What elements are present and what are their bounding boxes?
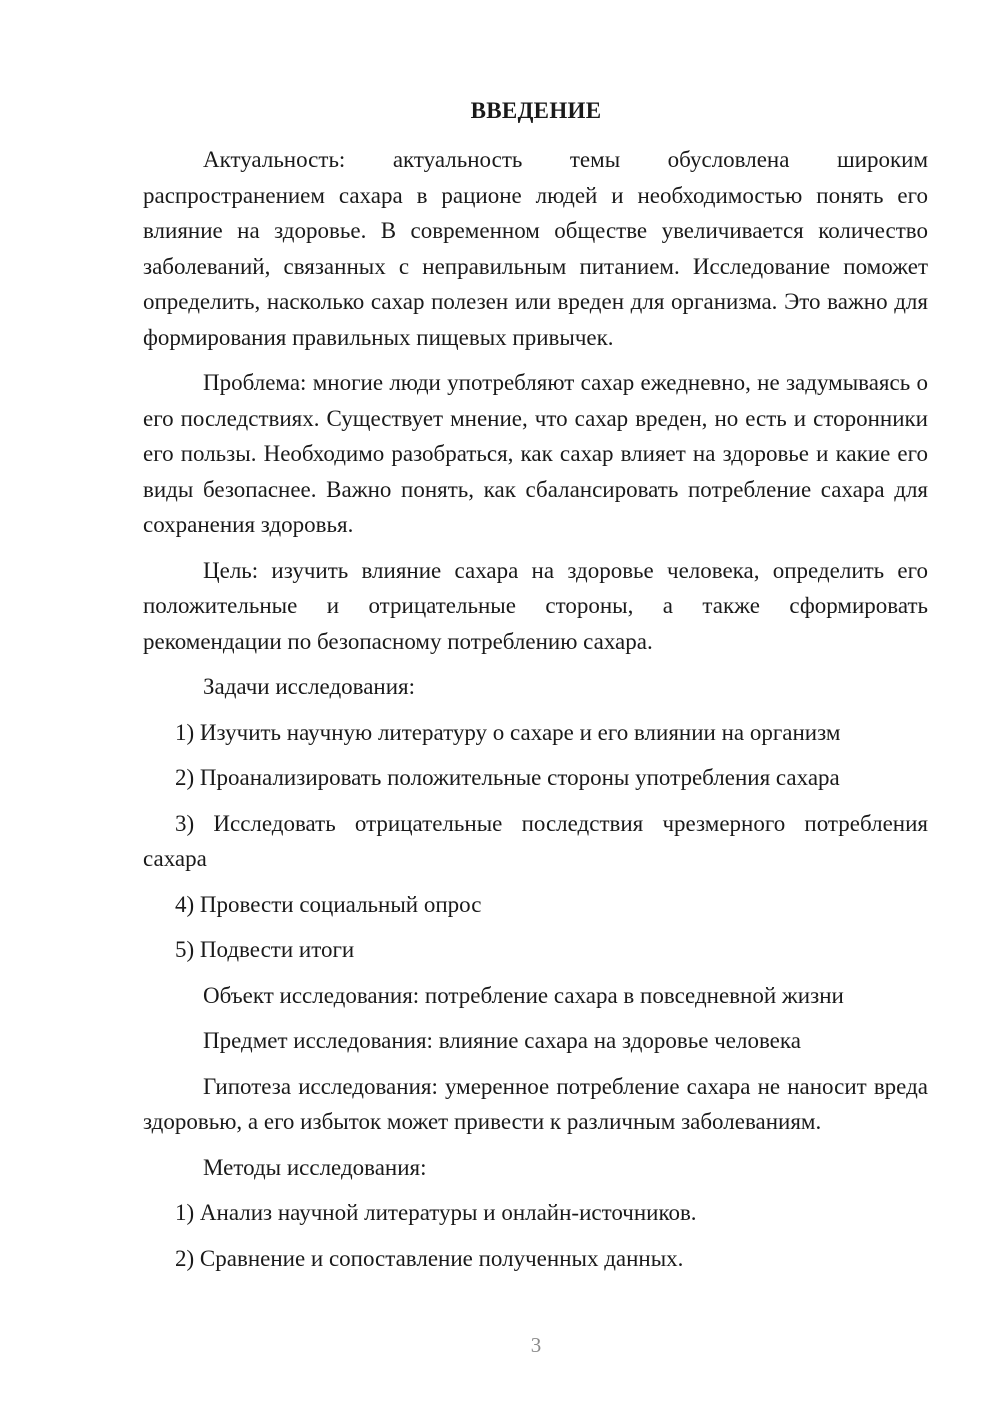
task-item-3: 3) Исследовать отрицательные последствия чрезмерного потребления сахара bbox=[143, 810, 928, 871]
task-item-1: 1) Изучить научную литературу о сахаре и его влиянии на организм bbox=[175, 719, 841, 745]
goal-paragraph: Цель: изучить влияние сахара на здоровье человека, определить его положительные и отрицательные стороны, а также сформировать рекомендации по безопасному потреблению сахара. bbox=[143, 557, 928, 654]
hypothesis-paragraph: Гипотеза исследования: умеренное потребление сахара не наносит вреда здоровью, а его избыток может привести к различным заболеваниям. bbox=[143, 1073, 928, 1134]
subject-paragraph: Предмет исследования: влияние сахара на здоровье человека bbox=[203, 1028, 801, 1053]
method-item-2: 2) Сравнение и сопоставление полученных данных. bbox=[175, 1245, 684, 1271]
tasks-heading: Задачи исследования: bbox=[203, 674, 416, 699]
task-item-4: 4) Провести социальный опрос bbox=[175, 891, 482, 917]
relevance-paragraph: Актуальность: актуальность темы обусловлена широким распространением сахара в рационе людей и необходимостью понять его влияние на здоровье. В современном обществе увеличивается количество заболеваний, связанных с неправильным питанием. Исследование поможет определить, насколько сахар полезен или вреден для организма. Это важно для формирования правильных пищевых привычек. bbox=[143, 147, 928, 350]
method-item-1: 1) Анализ научной литературы и онлайн-источников. bbox=[175, 1200, 697, 1225]
task-item-2: 2) Проанализировать положительные стороны употребления сахара bbox=[175, 765, 840, 790]
problem-paragraph: Проблема: многие люди употребляют сахар ежедневно, не задумываясь о его последствиях. Существует мнение, что сахар вреден, но есть и сторонники его пользы. Необходимо разобраться, как сахар влияет на здоровье и какие его виды безопаснее. Важно понять, как сбалансировать потребление сахара для сохранения здоровья. bbox=[143, 370, 928, 537]
page-title: ВВЕДЕНИЕ bbox=[470, 98, 602, 123]
methods-heading: Методы исследования: bbox=[203, 1154, 427, 1180]
document-body bbox=[143, 142, 928, 1286]
object-paragraph: Объект исследования: потребление сахара в повседневной жизни bbox=[203, 982, 844, 1008]
page-number: 3 bbox=[530, 1333, 542, 1357]
task-item-5: 5) Подвести итоги bbox=[175, 937, 355, 962]
